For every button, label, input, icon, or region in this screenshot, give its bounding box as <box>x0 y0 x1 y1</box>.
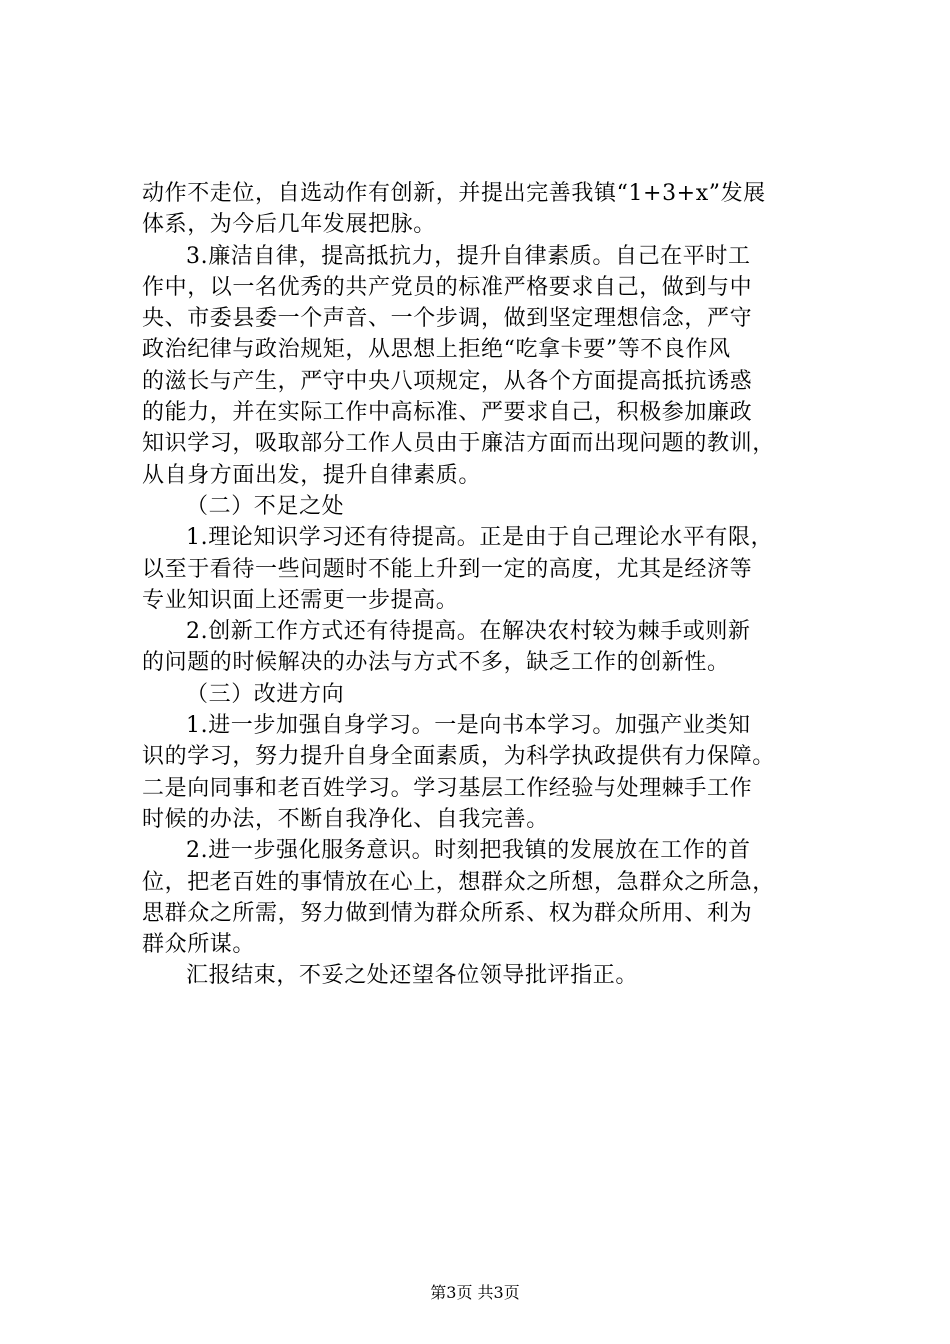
text-line: 以至于看待一些问题时不能上升到一定的高度，尤其是经济等 <box>142 556 753 582</box>
text-line: 二是向同事和老百姓学习。学习基层工作经验与处理棘手工作 <box>142 775 753 801</box>
paragraph-start-line: 2.创新工作方式还有待提高。在解决农村较为棘手或则新 <box>186 619 751 645</box>
text-line: 时候的办法，不断自我净化、自我完善。 <box>142 806 549 832</box>
page-footer <box>0 1283 950 1303</box>
paragraph-start-line: 1.理论知识学习还有待提高。正是由于自己理论水平有限， <box>186 525 774 551</box>
closing-line: 汇报结束，不妥之处还望各位领导批评指正。 <box>186 963 639 989</box>
paragraph-start-line: 3.廉洁自律，提高抵抗力，提升自律素质。自己在平时工 <box>186 243 751 269</box>
section-heading: （三）改进方向 <box>186 681 345 707</box>
text-line: 从自身方面出发，提升自律素质。 <box>142 462 482 488</box>
text-line: 识的学习，努力提升自身全面素质，为科学执政提供有力保障。 <box>142 744 775 770</box>
text-line: 位，把老百姓的事情放在心上，想群众之所想，急群众之所急， <box>142 869 775 895</box>
text-line: 的滋长与产生，严守中央八项规定，从各个方面提高抵抗诱惑 <box>142 368 753 394</box>
text-line: 的问题的时候解决的办法与方式不多，缺乏工作的创新性。 <box>142 650 730 676</box>
text-line: 群众所谋。 <box>142 932 256 958</box>
text-line: 专业知识面上还需更一步提高。 <box>142 587 459 613</box>
text-line: 思群众之所需，努力做到情为群众所系、权为群众所用、利为 <box>142 900 753 926</box>
paragraph-start-line: 2.进一步强化服务意识。时刻把我镇的发展放在工作的首 <box>186 838 751 864</box>
text-line: 作中，以一名优秀的共产党员的标准严格要求自己，做到与中 <box>142 274 753 300</box>
page-number-label: 第3页 共3页 <box>430 1283 520 1302</box>
document-body <box>142 178 832 992</box>
text-line: 动作不走位，自选动作有创新，并提出完善我镇“1+3+x”发展 <box>142 181 766 206</box>
text-line: 的能力，并在实际工作中高标准、严要求自己，积极参加廉政 <box>142 400 753 426</box>
text-line: 央、市委县委一个声音、一个步调，做到坚定理想信念，严守 <box>142 306 753 332</box>
paragraph-start-line: 1.进一步加强自身学习。一是向书本学习。加强产业类知 <box>186 713 751 739</box>
section-heading: （二）不足之处 <box>186 493 345 519</box>
text-line: 知识学习，吸取部分工作人员由于廉洁方面而出现问题的教训， <box>142 431 775 457</box>
text-line: 政治纪律与政治规矩，从思想上拒绝“吃拿卡要”等不良作风 <box>142 337 731 363</box>
text-line: 体系，为今后几年发展把脉。 <box>142 212 436 238</box>
